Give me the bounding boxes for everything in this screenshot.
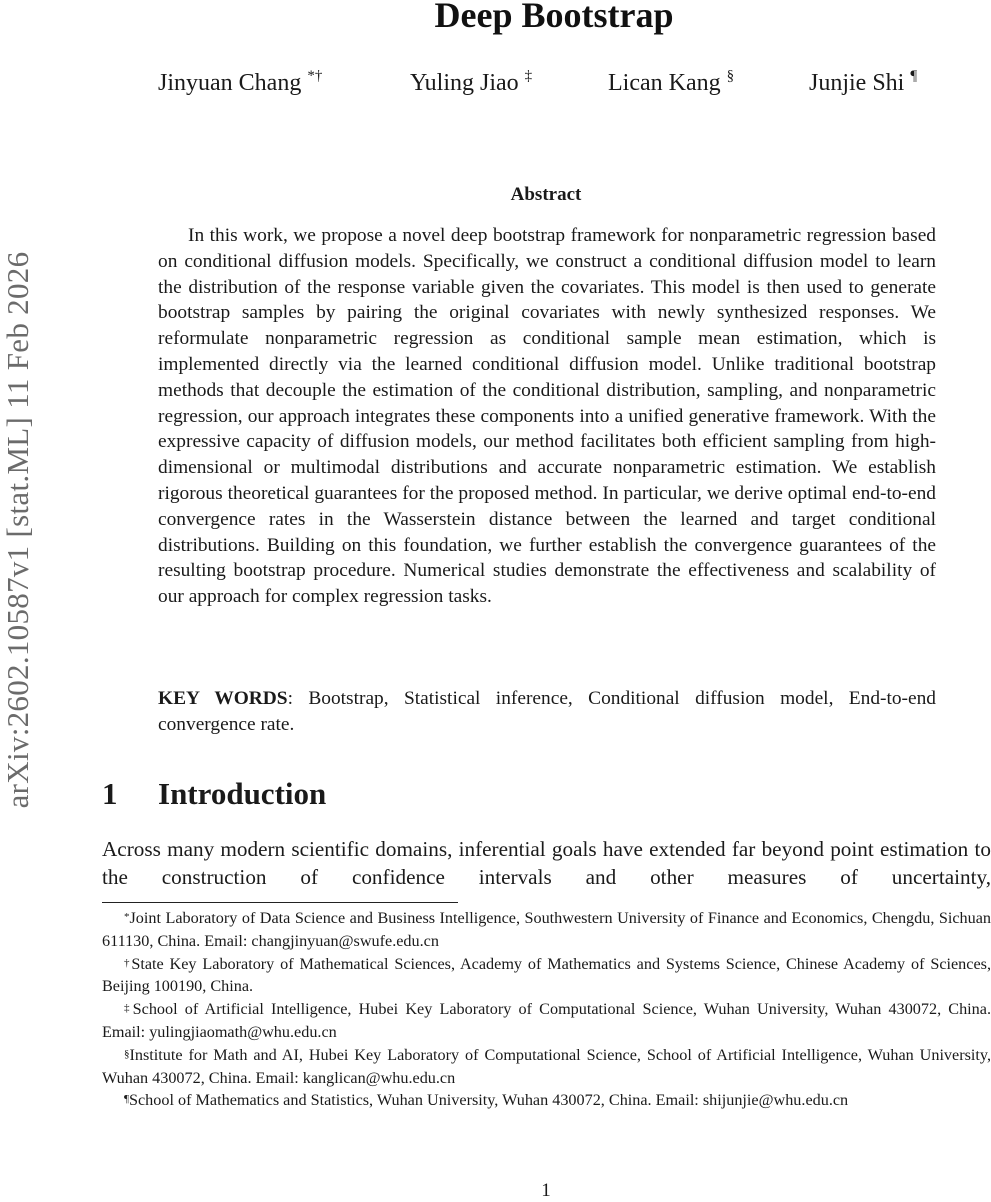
section-number: 1 [102, 776, 118, 811]
footnote-text: School of Artificial Intelligence, Hubei Key Laboratory of Computational Science, Wuhan University, Wuhan 430072, China. Email: yulingjiaomath@whu.edu.cn [102, 1000, 991, 1041]
paper-title: Deep Bootstrap [434, 0, 674, 35]
section-title: Introduction [158, 776, 327, 811]
footnote-mark: * [124, 911, 130, 923]
author-3 [608, 70, 734, 97]
footnote-divider [102, 902, 458, 903]
footnote [102, 907, 991, 953]
author-2 [410, 70, 532, 97]
footnote [102, 1044, 991, 1090]
author-name: Yuling Jiao [410, 70, 519, 96]
abstract-heading: Abstract [510, 184, 582, 205]
keywords-text: : Bootstrap, Statistical inference, Conditional diffusion model, End-to-end convergence rate. [158, 688, 937, 735]
arxiv-identifier-text: arXiv:2602.10587v1 [stat.ML] 11 Feb 2026 [0, 251, 35, 809]
author-4 [809, 70, 917, 97]
section-heading-introduction [102, 776, 326, 812]
author-name: Junjie Shi [809, 70, 905, 96]
arxiv-identifier-stamp[interactable] [0, 180, 36, 880]
author-name: Lican Kang [608, 70, 721, 96]
author-1 [158, 70, 322, 97]
footnote-mark: ¶ [124, 1093, 129, 1106]
author-footnote-mark[interactable]: ¶ [910, 68, 918, 84]
footnote-text: State Key Laboratory of Mathematical Sciences, Academy of Mathematics and Systems Science, Chinese Academy of Sciences, Beijing 100190, China. [102, 954, 991, 996]
keywords-paragraph [158, 686, 936, 738]
author-name: Jinyuan Chang [158, 70, 302, 96]
footnotes [102, 907, 991, 1112]
footnote-mark: § [124, 1047, 130, 1060]
footnote [102, 998, 991, 1044]
footnote-text: School of Mathematics and Statistics, Wuhan University, Wuhan 430072, China. Email: shijunjie@whu.edu.cn [128, 1091, 849, 1110]
footnote [102, 953, 991, 999]
footnote-mark: † [124, 956, 132, 969]
footnote-text: Institute for Math and AI, Hubei Key Laboratory of Computational Science, School of Artificial Intelligence, Wuhan University, Wuhan 430072, China. Email: kanglican@whu.edu.cn [102, 1045, 991, 1087]
introduction-text: Across many modern scientific domains, inferential goals have extended far beyond point estimation to the construction of confidence intervals and other measures of uncertainty, [102, 837, 991, 889]
author-footnote-mark[interactable]: ‡ [524, 68, 533, 84]
keywords-label: KEY WORDS [158, 688, 288, 709]
page-number: 1 [541, 1180, 551, 1201]
footnote [102, 1089, 991, 1112]
footnote-mark: ‡ [124, 1002, 133, 1015]
author-footnote-mark[interactable]: § [726, 68, 735, 84]
footnote-text: Joint Laboratory of Data Science and Business Intelligence, Southwestern University of Finance and Economics, Chengdu, Sichuan 611130, China. Email: changjinyuan@swufe.edu.cn [102, 909, 991, 950]
abstract-text: In this work, we propose a novel deep bootstrap framework for nonparametric regression based on conditional diffusion models. Specifically, we construct a conditional diffusion model to learn the distribution of the response variable given the covariates. This model is then used to generate bootstrap samples by pairing the original covariates with newly synthesized responses. We reformulate nonparametric regression as conditional sample mean estimation, which is implemented directly via the learned conditional diffusion model. Unlike traditional bootstrap methods that decouple the estimation of the conditional distribution, sampling, and nonparametric regression, our approach integrates these components into a unified generative framework. With the expressive capacity of diffusion models, our method facilitates both efficient sampling from high-dimensional or multimodal distributions and accurate nonparametric estimation. We establish rigorous theoretical guarantees for the proposed method. In particular, we derive optimal end-to-end convergence rates in the Wasserstein distance between the learned and target conditional distributions. Building on this foundation, we further establish the convergence guarantees of the resulting bootstrap procedure. Numerical studies demonstrate the effectiveness and scalability of our approach for complex regression tasks. [158, 225, 936, 608]
author-footnote-mark[interactable]: *† [307, 68, 323, 84]
